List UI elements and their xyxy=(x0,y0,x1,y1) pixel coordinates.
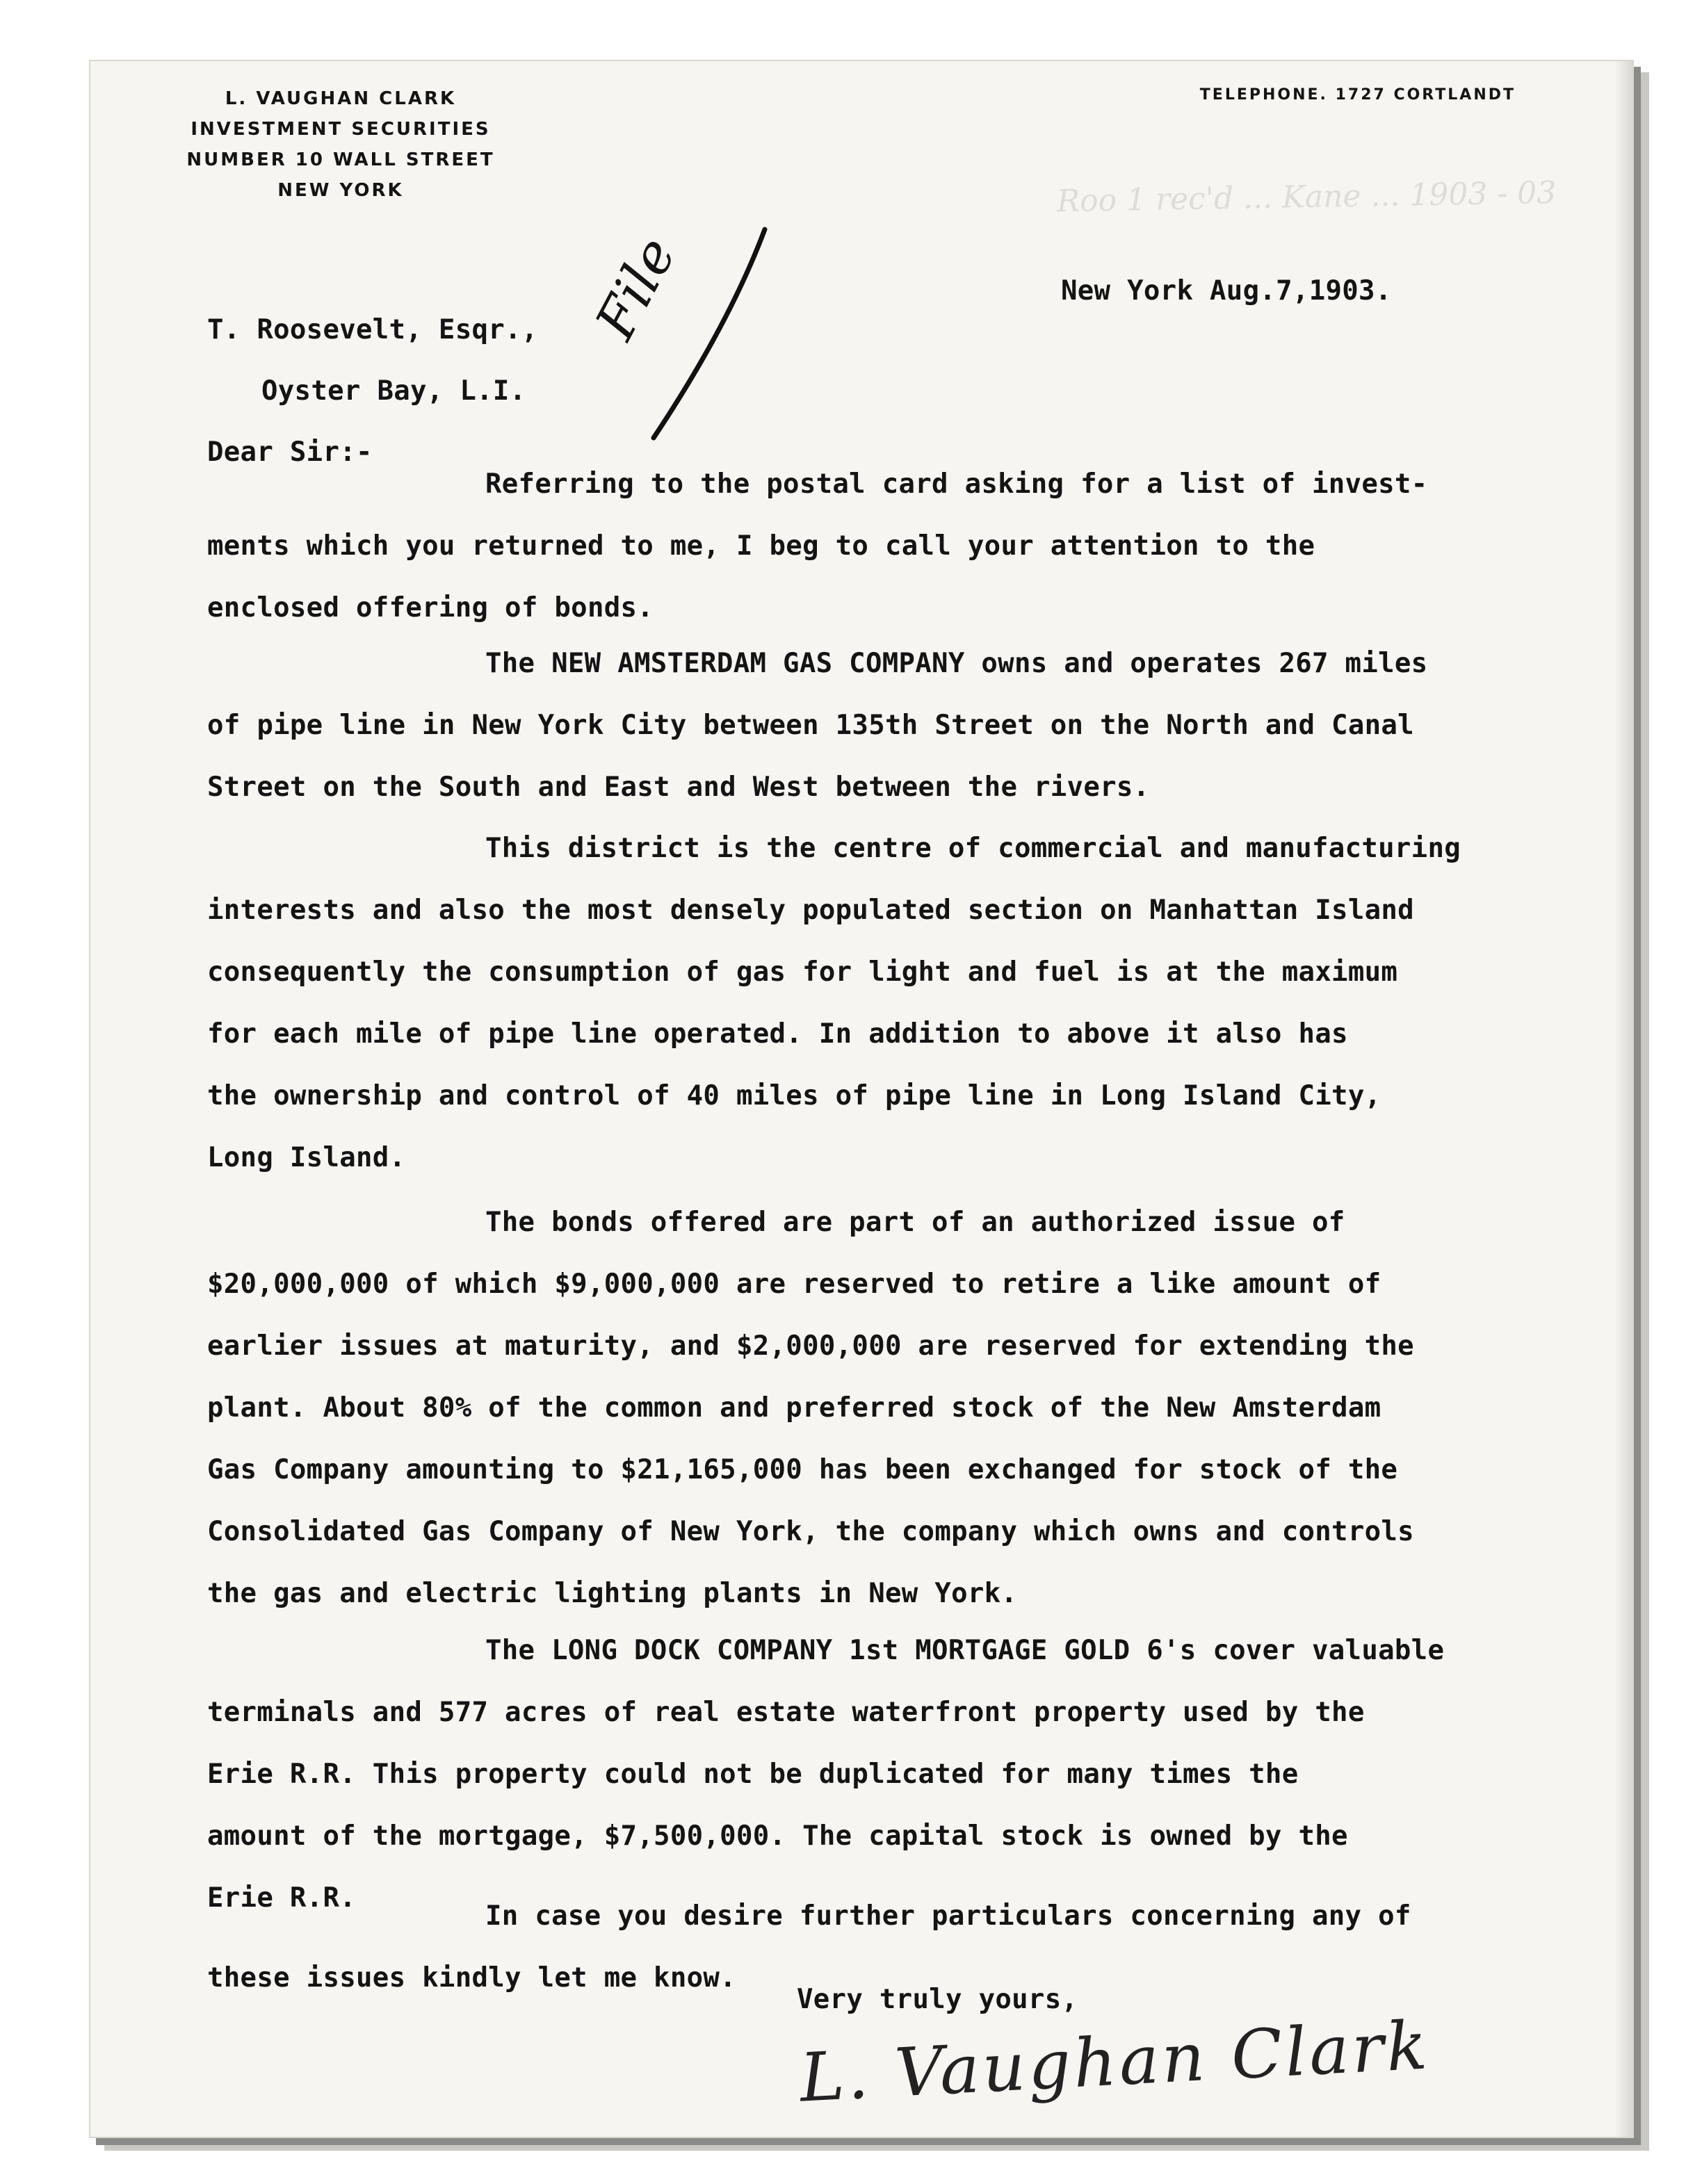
paragraph-5 xyxy=(207,1620,1598,1929)
paragraph-line: Erie R.R. xyxy=(207,1882,357,1914)
letterhead-address: NUMBER 10 WALL STREET xyxy=(186,149,495,170)
pen-stroke-icon xyxy=(626,222,779,452)
addressee-name: T. Roosevelt, Esqr., xyxy=(207,314,538,345)
paragraph-line: Long Island. xyxy=(207,1142,406,1173)
paragraph-line: the gas and electric lighting plants in New York. xyxy=(207,1578,1018,1609)
paragraph-line: interests and also the most densely populated section on Manhattan Island xyxy=(207,895,1414,926)
paragraph-line: In case you desire further particulars concerning any of xyxy=(485,1900,1411,1932)
paragraph-2 xyxy=(207,633,1598,818)
paragraph-line: Street on the South and East and West between the rivers. xyxy=(207,772,1150,803)
paragraph-line: terminals and 577 acres of real estate waterfront property used by the xyxy=(207,1697,1365,1728)
paragraph-line: Referring to the postal card asking for a list of invest- xyxy=(485,468,1428,500)
letterhead-city: NEW YORK xyxy=(277,180,404,201)
sheet-edge-shadow xyxy=(1614,61,1632,2137)
paragraph-line: consequently the consumption of gas for light and fuel is at the maximum xyxy=(207,956,1398,988)
paragraph-line: earlier issues at maturity, and $2,000,000 are reserved for extending the xyxy=(207,1330,1414,1362)
paragraph-line: these issues kindly let me know. xyxy=(207,1962,736,1994)
closing: Very truly yours, xyxy=(797,1984,1078,2015)
paragraph-line: of pipe line in New York City between 135th Street on the North and Canal xyxy=(207,710,1414,741)
paragraph-line: Erie R.R. This property could not be duplicated for many times the xyxy=(207,1759,1299,1790)
letterhead-business: INVESTMENT SECURITIES xyxy=(191,119,491,140)
letterhead-telephone: TELEPHONE. 1727 CORTLANDT xyxy=(1199,86,1516,104)
letterhead-block xyxy=(118,83,563,206)
paragraph-line: Gas Company amounting to $21,165,000 has been exchanged for stock of the xyxy=(207,1454,1398,1485)
letterhead-name: L. VAUGHAN CLARK xyxy=(225,88,457,109)
paragraph-line: The NEW AMSTERDAM GAS COMPANY owns and operates 267 miles xyxy=(485,648,1428,679)
paragraph-line: plant. About 80% of the common and preferred stock of the New Amsterdam xyxy=(207,1392,1381,1424)
paragraph-line: Consolidated Gas Company of New York, the company which owns and controls xyxy=(207,1516,1414,1547)
paragraph-line: for each mile of pipe line operated. In addition to above it also has xyxy=(207,1018,1348,1050)
addressee-place: Oyster Bay, L.I. xyxy=(261,375,526,407)
paragraph-1 xyxy=(207,453,1598,639)
paragraph-line: This district is the centre of commercial and manufacturing xyxy=(485,833,1461,864)
paragraph-line: ments which you returned to me, I beg to call your attention to the xyxy=(207,530,1315,562)
paragraph-line: the ownership and control of 40 miles of pipe line in Long Island City, xyxy=(207,1080,1381,1111)
paragraph-4 xyxy=(207,1191,1598,1624)
salutation: Dear Sir:- xyxy=(207,437,373,468)
paragraph-line: The LONG DOCK COMPANY 1st MORTGAGE GOLD 6's cover valuable xyxy=(485,1635,1445,1666)
signature: L. Vaughan Clark xyxy=(797,2006,1432,2117)
paragraph-3 xyxy=(207,817,1598,1189)
paragraph-line: The bonds offered are part of an authorized issue of xyxy=(485,1207,1345,1238)
paragraph-line: enclosed offering of bonds. xyxy=(207,592,654,624)
paragraph-line: $20,000,000 of which $9,000,000 are reserved to retire a like amount of xyxy=(207,1269,1381,1300)
file-handwritten-mark: File xyxy=(584,227,689,350)
letter-date: New York Aug.7,1903. xyxy=(1061,275,1392,307)
faint-pencil-annotation: Roo 1 rec'd ... Kane ... 1903 - 03 xyxy=(1056,174,1557,220)
paragraph-line: amount of the mortgage, $7,500,000. The capital stock is owned by the xyxy=(207,1820,1348,1852)
